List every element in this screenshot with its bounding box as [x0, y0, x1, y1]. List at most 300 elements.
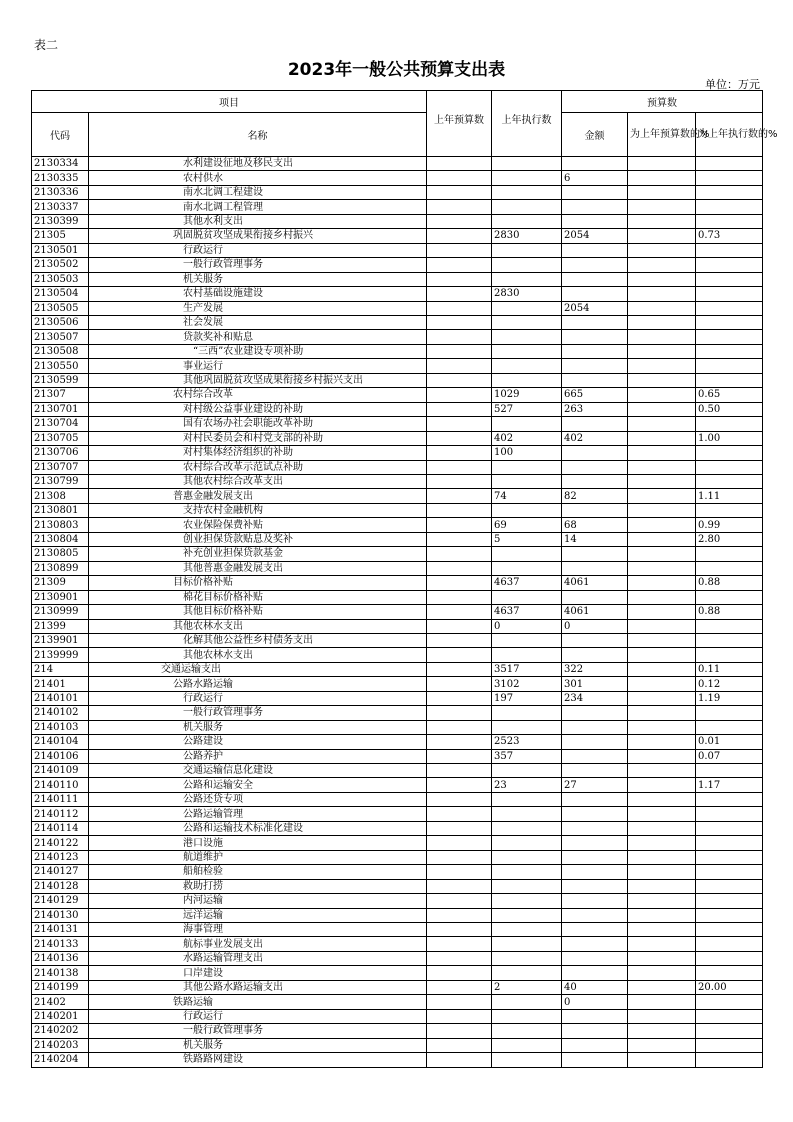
cell-code: 21401	[32, 677, 89, 691]
cell-pct-prev-budget	[628, 908, 696, 922]
cell-prev-exec	[492, 243, 562, 257]
table-tag: 表二	[34, 38, 59, 52]
cell-name: 水路运输管理支出	[89, 951, 427, 965]
cell-prev-budget	[427, 417, 492, 431]
cell-amount	[562, 706, 628, 720]
cell-pct-prev-exec: 0.11	[696, 662, 763, 676]
table-row	[32, 836, 763, 850]
cell-pct-prev-exec	[696, 301, 763, 315]
cell-name: 化解其他公益性乡村债务支出	[89, 633, 427, 647]
cell-prev-budget	[427, 157, 492, 171]
cell-prev-exec: 2523	[492, 735, 562, 749]
cell-pct-prev-budget	[628, 388, 696, 402]
cell-pct-prev-budget	[628, 951, 696, 965]
table-row	[32, 518, 763, 532]
cell-pct-prev-budget	[628, 1038, 696, 1052]
cell-name: 其他农林水支出	[89, 648, 427, 662]
table-row	[32, 706, 763, 720]
cell-code: 2130803	[32, 518, 89, 532]
cell-prev-exec	[492, 995, 562, 1009]
cell-name: 远洋运输	[89, 908, 427, 922]
cell-name: 公路建设	[89, 735, 427, 749]
cell-prev-budget	[427, 706, 492, 720]
column-header-amount: 金额	[562, 113, 628, 157]
cell-pct-prev-budget	[628, 605, 696, 619]
cell-prev-budget	[427, 836, 492, 850]
cell-code: 21307	[32, 388, 89, 402]
cell-prev-exec	[492, 460, 562, 474]
cell-pct-prev-budget	[628, 287, 696, 301]
cell-pct-prev-budget	[628, 792, 696, 806]
cell-pct-prev-exec: 1.19	[696, 691, 763, 705]
cell-pct-prev-exec	[696, 937, 763, 951]
cell-pct-prev-exec	[696, 344, 763, 358]
table-row	[32, 344, 763, 358]
cell-code: 2139901	[32, 633, 89, 647]
cell-prev-exec	[492, 258, 562, 272]
cell-amount	[562, 764, 628, 778]
cell-code: 2140114	[32, 821, 89, 835]
cell-prev-budget	[427, 431, 492, 445]
cell-name: 对村集体经济组织的补助	[89, 446, 427, 460]
cell-pct-prev-budget	[628, 850, 696, 864]
cell-pct-prev-exec	[696, 807, 763, 821]
cell-code: 2140129	[32, 894, 89, 908]
cell-name: 行政运行	[89, 691, 427, 705]
cell-pct-prev-exec	[696, 373, 763, 387]
table-row	[32, 373, 763, 387]
cell-prev-exec	[492, 272, 562, 286]
cell-code: 2139999	[32, 648, 89, 662]
cell-pct-prev-budget	[628, 561, 696, 575]
table-row	[32, 590, 763, 604]
header-row-2	[32, 113, 763, 157]
cell-pct-prev-exec	[696, 272, 763, 286]
cell-name: 对村民委员会和村党支部的补助	[89, 431, 427, 445]
cell-prev-exec: 402	[492, 431, 562, 445]
cell-pct-prev-exec	[696, 561, 763, 575]
cell-prev-budget	[427, 344, 492, 358]
cell-amount	[562, 648, 628, 662]
cell-code: 2130999	[32, 605, 89, 619]
cell-amount	[562, 258, 628, 272]
cell-prev-exec	[492, 417, 562, 431]
cell-amount: 402	[562, 431, 628, 445]
table-row	[32, 764, 763, 778]
cell-pct-prev-exec	[696, 648, 763, 662]
cell-pct-prev-budget	[628, 966, 696, 980]
cell-name: 公路养护	[89, 749, 427, 763]
cell-name: 公路水路运输	[89, 677, 427, 691]
cell-name: 农村综合改革示范试点补助	[89, 460, 427, 474]
cell-prev-budget	[427, 778, 492, 792]
cell-prev-exec	[492, 894, 562, 908]
cell-pct-prev-exec	[696, 792, 763, 806]
cell-pct-prev-exec	[696, 1053, 763, 1067]
table-row	[32, 200, 763, 214]
cell-name: 港口设施	[89, 836, 427, 850]
cell-name: 其他巩固脱贫攻坚成果衔接乡村振兴支出	[89, 373, 427, 387]
column-header-prev-budget: 上年预算数	[427, 91, 492, 157]
table-row	[32, 633, 763, 647]
cell-prev-exec	[492, 648, 562, 662]
cell-code: 2130399	[32, 214, 89, 228]
cell-name: 公路还贷专项	[89, 792, 427, 806]
cell-code: 2140104	[32, 735, 89, 749]
cell-prev-budget	[427, 648, 492, 662]
cell-amount	[562, 966, 628, 980]
cell-prev-exec	[492, 171, 562, 185]
cell-pct-prev-budget	[628, 821, 696, 835]
cell-name: 航道维护	[89, 850, 427, 864]
cell-pct-prev-exec: 0.65	[696, 388, 763, 402]
cell-prev-exec	[492, 966, 562, 980]
cell-code: 21309	[32, 576, 89, 590]
cell-code: 2130334	[32, 157, 89, 171]
cell-prev-exec	[492, 1038, 562, 1052]
table-row	[32, 547, 763, 561]
cell-name: 内河运输	[89, 894, 427, 908]
cell-name: 南水北调工程管理	[89, 200, 427, 214]
cell-prev-exec: 69	[492, 518, 562, 532]
cell-amount	[562, 923, 628, 937]
cell-amount: 665	[562, 388, 628, 402]
cell-prev-exec	[492, 590, 562, 604]
cell-prev-exec: 2830	[492, 287, 562, 301]
table-row	[32, 865, 763, 879]
cell-code: 2130507	[32, 330, 89, 344]
cell-prev-exec	[492, 865, 562, 879]
cell-pct-prev-budget	[628, 1053, 696, 1067]
cell-name: 船舶检验	[89, 865, 427, 879]
cell-pct-prev-budget	[628, 576, 696, 590]
table-row	[32, 619, 763, 633]
cell-prev-exec	[492, 951, 562, 965]
cell-pct-prev-exec	[696, 590, 763, 604]
cell-code: 21305	[32, 229, 89, 243]
cell-pct-prev-budget	[628, 417, 696, 431]
cell-pct-prev-budget	[628, 691, 696, 705]
cell-amount	[562, 821, 628, 835]
cell-amount	[562, 243, 628, 257]
table-row	[32, 937, 763, 951]
cell-prev-budget	[427, 980, 492, 994]
column-header-project: 项目	[32, 91, 427, 113]
cell-code: 2130801	[32, 503, 89, 517]
cell-prev-exec	[492, 764, 562, 778]
cell-code: 2140199	[32, 980, 89, 994]
cell-pct-prev-exec	[696, 243, 763, 257]
cell-pct-prev-exec	[696, 879, 763, 893]
cell-prev-budget	[427, 937, 492, 951]
cell-code: 2140109	[32, 764, 89, 778]
cell-prev-exec	[492, 547, 562, 561]
table-row	[32, 171, 763, 185]
cell-amount	[562, 836, 628, 850]
table-row	[32, 503, 763, 517]
column-header-code: 代码	[32, 113, 89, 157]
cell-prev-exec: 2830	[492, 229, 562, 243]
cell-name: 农业保险保费补贴	[89, 518, 427, 532]
cell-pct-prev-exec	[696, 850, 763, 864]
cell-amount: 263	[562, 402, 628, 416]
cell-code: 214	[32, 662, 89, 676]
cell-pct-prev-budget	[628, 258, 696, 272]
cell-pct-prev-budget	[628, 518, 696, 532]
cell-pct-prev-exec	[696, 908, 763, 922]
cell-code: 21402	[32, 995, 89, 1009]
cell-code: 2130506	[32, 315, 89, 329]
cell-pct-prev-exec	[696, 287, 763, 301]
cell-prev-budget	[427, 633, 492, 647]
cell-pct-prev-exec: 1.11	[696, 489, 763, 503]
table-row	[32, 446, 763, 460]
table-row	[32, 662, 763, 676]
cell-code: 2130705	[32, 431, 89, 445]
cell-name: 一般行政管理事务	[89, 258, 427, 272]
table-row	[32, 258, 763, 272]
cell-name: 生产发展	[89, 301, 427, 315]
budget-table	[31, 90, 778, 1068]
cell-amount	[562, 807, 628, 821]
cell-name: 交通运输支出	[89, 662, 427, 676]
cell-prev-exec: 1029	[492, 388, 562, 402]
cell-prev-budget	[427, 662, 492, 676]
cell-name: 创业担保贷款贴息及奖补	[89, 532, 427, 546]
cell-name: 农村供水	[89, 171, 427, 185]
cell-amount: 2054	[562, 301, 628, 315]
cell-prev-exec	[492, 214, 562, 228]
table-row	[32, 272, 763, 286]
cell-pct-prev-budget	[628, 272, 696, 286]
cell-pct-prev-exec	[696, 966, 763, 980]
cell-pct-prev-budget	[628, 171, 696, 185]
cell-prev-budget	[427, 503, 492, 517]
cell-pct-prev-budget	[628, 157, 696, 171]
cell-name: 其他公路水路运输支出	[89, 980, 427, 994]
cell-name: 支持农村金融机构	[89, 503, 427, 517]
cell-pct-prev-budget	[628, 301, 696, 315]
cell-pct-prev-exec	[696, 923, 763, 937]
cell-pct-prev-budget	[628, 677, 696, 691]
table-row	[32, 691, 763, 705]
cell-amount: 68	[562, 518, 628, 532]
cell-prev-budget	[427, 185, 492, 199]
cell-pct-prev-budget	[628, 662, 696, 676]
cell-prev-exec	[492, 908, 562, 922]
cell-code: 2130799	[32, 474, 89, 488]
cell-name: 交通运输信息化建设	[89, 764, 427, 778]
cell-prev-budget	[427, 735, 492, 749]
cell-pct-prev-budget	[628, 923, 696, 937]
cell-prev-budget	[427, 359, 492, 373]
cell-name: 棉花目标价格补贴	[89, 590, 427, 604]
cell-prev-exec: 5	[492, 532, 562, 546]
cell-pct-prev-exec: 0.01	[696, 735, 763, 749]
cell-pct-prev-budget	[628, 879, 696, 893]
cell-pct-prev-budget	[628, 937, 696, 951]
cell-prev-exec	[492, 720, 562, 734]
cell-pct-prev-budget	[628, 344, 696, 358]
cell-pct-prev-budget	[628, 431, 696, 445]
cell-amount	[562, 344, 628, 358]
cell-amount: 40	[562, 980, 628, 994]
page-title: 2023年一般公共预算支出表	[287, 60, 506, 80]
table-row	[32, 402, 763, 416]
cell-amount: 234	[562, 691, 628, 705]
cell-prev-budget	[427, 258, 492, 272]
cell-prev-budget	[427, 243, 492, 257]
cell-prev-exec	[492, 923, 562, 937]
cell-pct-prev-exec: 20.00	[696, 980, 763, 994]
cell-amount	[562, 214, 628, 228]
cell-pct-prev-exec: 0.88	[696, 576, 763, 590]
cell-pct-prev-exec: 0.07	[696, 749, 763, 763]
cell-prev-exec	[492, 807, 562, 821]
cell-prev-budget	[427, 894, 492, 908]
cell-pct-prev-exec	[696, 446, 763, 460]
cell-pct-prev-exec	[696, 171, 763, 185]
cell-amount	[562, 503, 628, 517]
cell-prev-exec	[492, 706, 562, 720]
cell-pct-prev-budget	[628, 315, 696, 329]
cell-amount: 322	[562, 662, 628, 676]
cell-code: 2140130	[32, 908, 89, 922]
cell-amount	[562, 1053, 628, 1067]
cell-code: 2140138	[32, 966, 89, 980]
cell-prev-exec	[492, 315, 562, 329]
cell-pct-prev-budget	[628, 1009, 696, 1023]
cell-amount	[562, 792, 628, 806]
cell-prev-exec	[492, 157, 562, 171]
table-row	[32, 417, 763, 431]
cell-name: 巩固脱贫攻坚成果衔接乡村振兴	[89, 229, 427, 243]
cell-amount	[562, 937, 628, 951]
table-row	[32, 576, 763, 590]
cell-pct-prev-exec	[696, 821, 763, 835]
cell-name: 社会发展	[89, 315, 427, 329]
cell-prev-exec	[492, 850, 562, 864]
cell-pct-prev-exec: 0.99	[696, 518, 763, 532]
cell-prev-budget	[427, 923, 492, 937]
table-row	[32, 157, 763, 171]
cell-amount	[562, 272, 628, 286]
cell-code: 2130337	[32, 200, 89, 214]
cell-name: 普惠金融发展支出	[89, 489, 427, 503]
cell-code: 2140133	[32, 937, 89, 951]
cell-pct-prev-exec	[696, 1038, 763, 1052]
cell-prev-budget	[427, 691, 492, 705]
cell-name: “三西”农业建设专项补助	[89, 344, 427, 358]
table-row	[32, 229, 763, 243]
table-row	[32, 735, 763, 749]
cell-prev-budget	[427, 272, 492, 286]
cell-pct-prev-exec	[696, 474, 763, 488]
cell-pct-prev-budget	[628, 995, 696, 1009]
cell-pct-prev-budget	[628, 373, 696, 387]
cell-prev-exec	[492, 359, 562, 373]
table-row	[32, 214, 763, 228]
cell-pct-prev-exec	[696, 547, 763, 561]
cell-amount	[562, 894, 628, 908]
cell-code: 2130899	[32, 561, 89, 575]
cell-code: 2140111	[32, 792, 89, 806]
table-row	[32, 1053, 763, 1067]
cell-pct-prev-budget	[628, 532, 696, 546]
cell-amount	[562, 287, 628, 301]
cell-pct-prev-budget	[628, 1024, 696, 1038]
cell-pct-prev-budget	[628, 720, 696, 734]
cell-pct-prev-budget	[628, 633, 696, 647]
cell-prev-exec	[492, 503, 562, 517]
cell-pct-prev-budget	[628, 547, 696, 561]
cell-pct-prev-exec	[696, 315, 763, 329]
cell-prev-exec	[492, 879, 562, 893]
cell-prev-budget	[427, 547, 492, 561]
table-row	[32, 720, 763, 734]
cell-prev-exec: 3102	[492, 677, 562, 691]
cell-code: 2130707	[32, 460, 89, 474]
cell-code: 2130508	[32, 344, 89, 358]
cell-pct-prev-budget	[628, 807, 696, 821]
cell-prev-exec: 0	[492, 619, 562, 633]
table-row	[32, 995, 763, 1009]
table-row	[32, 807, 763, 821]
cell-code: 2130336	[32, 185, 89, 199]
cell-pct-prev-exec	[696, 836, 763, 850]
cell-amount	[562, 633, 628, 647]
cell-prev-budget	[427, 850, 492, 864]
cell-prev-exec	[492, 474, 562, 488]
table-row	[32, 894, 763, 908]
cell-code: 2140204	[32, 1053, 89, 1067]
cell-name: 农村基础设施建设	[89, 287, 427, 301]
table-row	[32, 532, 763, 546]
column-header-pct-prev-budget: 为上年预算数的%	[628, 113, 696, 157]
cell-prev-exec	[492, 200, 562, 214]
cell-prev-budget	[427, 373, 492, 387]
cell-code: 2130901	[32, 590, 89, 604]
table-row	[32, 561, 763, 575]
cell-prev-budget	[427, 518, 492, 532]
cell-name: 行政运行	[89, 243, 427, 257]
cell-prev-exec: 23	[492, 778, 562, 792]
table-row	[32, 677, 763, 691]
cell-pct-prev-budget	[628, 980, 696, 994]
cell-prev-exec	[492, 821, 562, 835]
cell-pct-prev-budget	[628, 735, 696, 749]
table-row	[32, 951, 763, 965]
table-row	[32, 966, 763, 980]
table-row	[32, 460, 763, 474]
cell-name: 其他目标价格补贴	[89, 605, 427, 619]
cell-amount: 301	[562, 677, 628, 691]
cell-amount	[562, 879, 628, 893]
cell-code: 2140131	[32, 923, 89, 937]
cell-prev-budget	[427, 1024, 492, 1038]
cell-pct-prev-budget	[628, 243, 696, 257]
cell-code: 2130805	[32, 547, 89, 561]
cell-name: 对村级公益事业建设的补助	[89, 402, 427, 416]
cell-code: 2130599	[32, 373, 89, 387]
cell-prev-budget	[427, 301, 492, 315]
cell-pct-prev-exec	[696, 1009, 763, 1023]
cell-prev-budget	[427, 764, 492, 778]
cell-prev-budget	[427, 605, 492, 619]
cell-prev-exec	[492, 561, 562, 575]
cell-prev-budget	[427, 474, 492, 488]
cell-pct-prev-exec	[696, 359, 763, 373]
